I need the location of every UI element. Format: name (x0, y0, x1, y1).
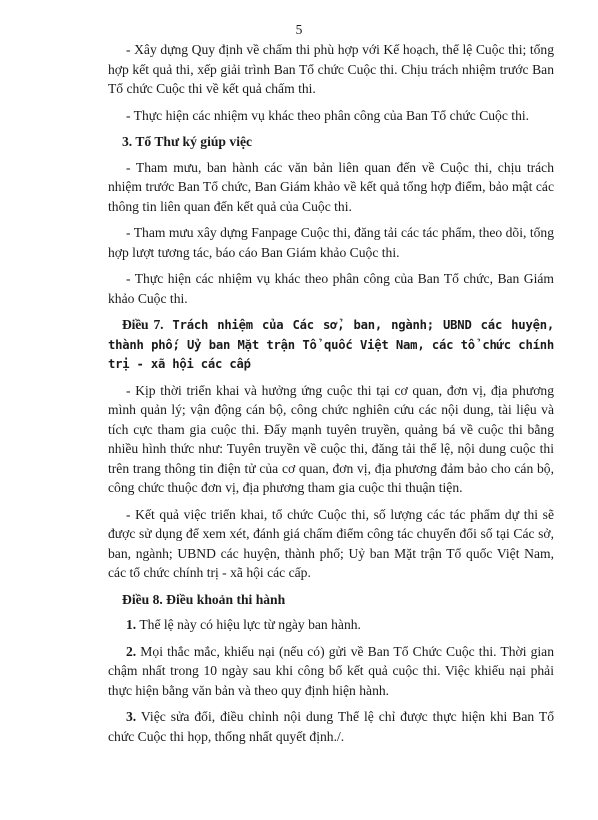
paragraph-grading-rules: - Xây dựng Quy định về chấm thi phù hợp với Kế hoạch, thể lệ Cuộc thi; tổng hợp kết quả thi, xếp giải trình Ban Tổ chức Cuộc thi. Chịu trách nhiệm trước Ban Tổ chức Cuộc thi về kết quả chấm thi. (108, 42, 554, 96)
page-number: 5 (295, 22, 303, 37)
article-8-item-3 (108, 707, 554, 746)
paragraph-article-7-deploy: - Kịp thời triển khai và hưởng ứng cuộc thi tại cơ quan, đơn vị, địa phương mình quản lý; vận động cán bộ, công chức nghiên cứu các nội dung, tài liệu và tích cực tham gia cuộc thi. Đẩy mạnh tuyên truyền, quảng bá về cuộc thi bằng nhiều hình thức như: Tuyên truyền về cuộc thi, đăng tải thể lệ, nội dung cuộc thi trên trang thông tin điện tử của cơ quan, đơn vị, địa phương đảm bảo cho cán bộ, công chức thuộc đơn vị, địa phương tham gia cuộc thi thuận tiện. (108, 382, 554, 495)
item-number: 3. (126, 709, 137, 724)
paragraph-other-duties-jury: - Thực hiện các nhiệm vụ khác theo phân công của Ban Tổ chức Cuộc thi. (126, 107, 530, 123)
paragraph-secretariat-advise: - Tham mưu, ban hành các văn bản liên quan đến về Cuộc thi, chịu trách nhiệm trước Ban Tổ chức, Ban Giám khảo về kết quả tổng hợp điểm, bảo mật các thông tin liên quan đến kết quả của Cuộc thi. (108, 159, 554, 214)
item-number: 2. (126, 643, 137, 659)
item-text: Thể lệ này có hiệu lực từ ngày ban hành. (136, 617, 361, 632)
section-heading-secretariat: 3. Tổ Thư ký giúp việc (122, 134, 253, 149)
document-body (108, 40, 554, 753)
article-7-title: Trách nhiệm của Các sở, ban, ngành; UBND các huyện, thành phố; Uỷ ban Mặt trận Tổ quốc Việt Nam, các tổ chức chính trị - xã hội các cấp (108, 318, 554, 371)
article-8-item-2 (108, 642, 554, 701)
article-8-item-1 (108, 615, 554, 635)
paragraph-secretariat-fanpage: - Tham mưu xây dựng Fanpage Cuộc thi, đăng tải các tác phẩm, theo dõi, tổng hợp lượt tương tác, báo cáo Ban Giám khảo Cuộc thi. (108, 225, 554, 260)
item-text: Mọi thắc mắc, khiếu nại (nếu có) gửi về Ban Tổ Chức Cuộc thi. Thời gian chậm nhất trong 10 ngày sau khi công bố kết quả cuộc thi. Việc khiếu nại phải thực hiện bằng văn bản và theo quy định hiện hành. (108, 643, 554, 698)
paragraph-secretariat-other: - Thực hiện các nhiệm vụ khác theo phân công của Ban Tổ chức, Ban Giám khảo Cuộc thi. (108, 271, 554, 306)
article-7-heading (108, 315, 554, 375)
paragraph-article-7-results: - Kết quả việc triển khai, tổ chức Cuộc thi, số lượng các tác phẩm dự thi sẽ được sử dụng để xem xét, đánh giá chấm điểm công tác chuyển đổi số tại Các sở, ban, ngành; UBND các huyện, thành phố; Uỷ ban Mặt trận Tổ quốc Việt Nam, các tổ chức chính trị - xã hội các cấp. (108, 506, 554, 580)
article-7-lead: Điều 7. (122, 317, 164, 332)
item-number: 1. (126, 617, 137, 632)
item-text: Việc sửa đổi, điều chỉnh nội dung Thể lệ chỉ được thực hiện khi Ban Tổ chức Cuộc thi họp, thống nhất quyết định./. (108, 709, 554, 744)
article-8-heading: Điều 8. Điều khoản thi hành (122, 591, 286, 607)
